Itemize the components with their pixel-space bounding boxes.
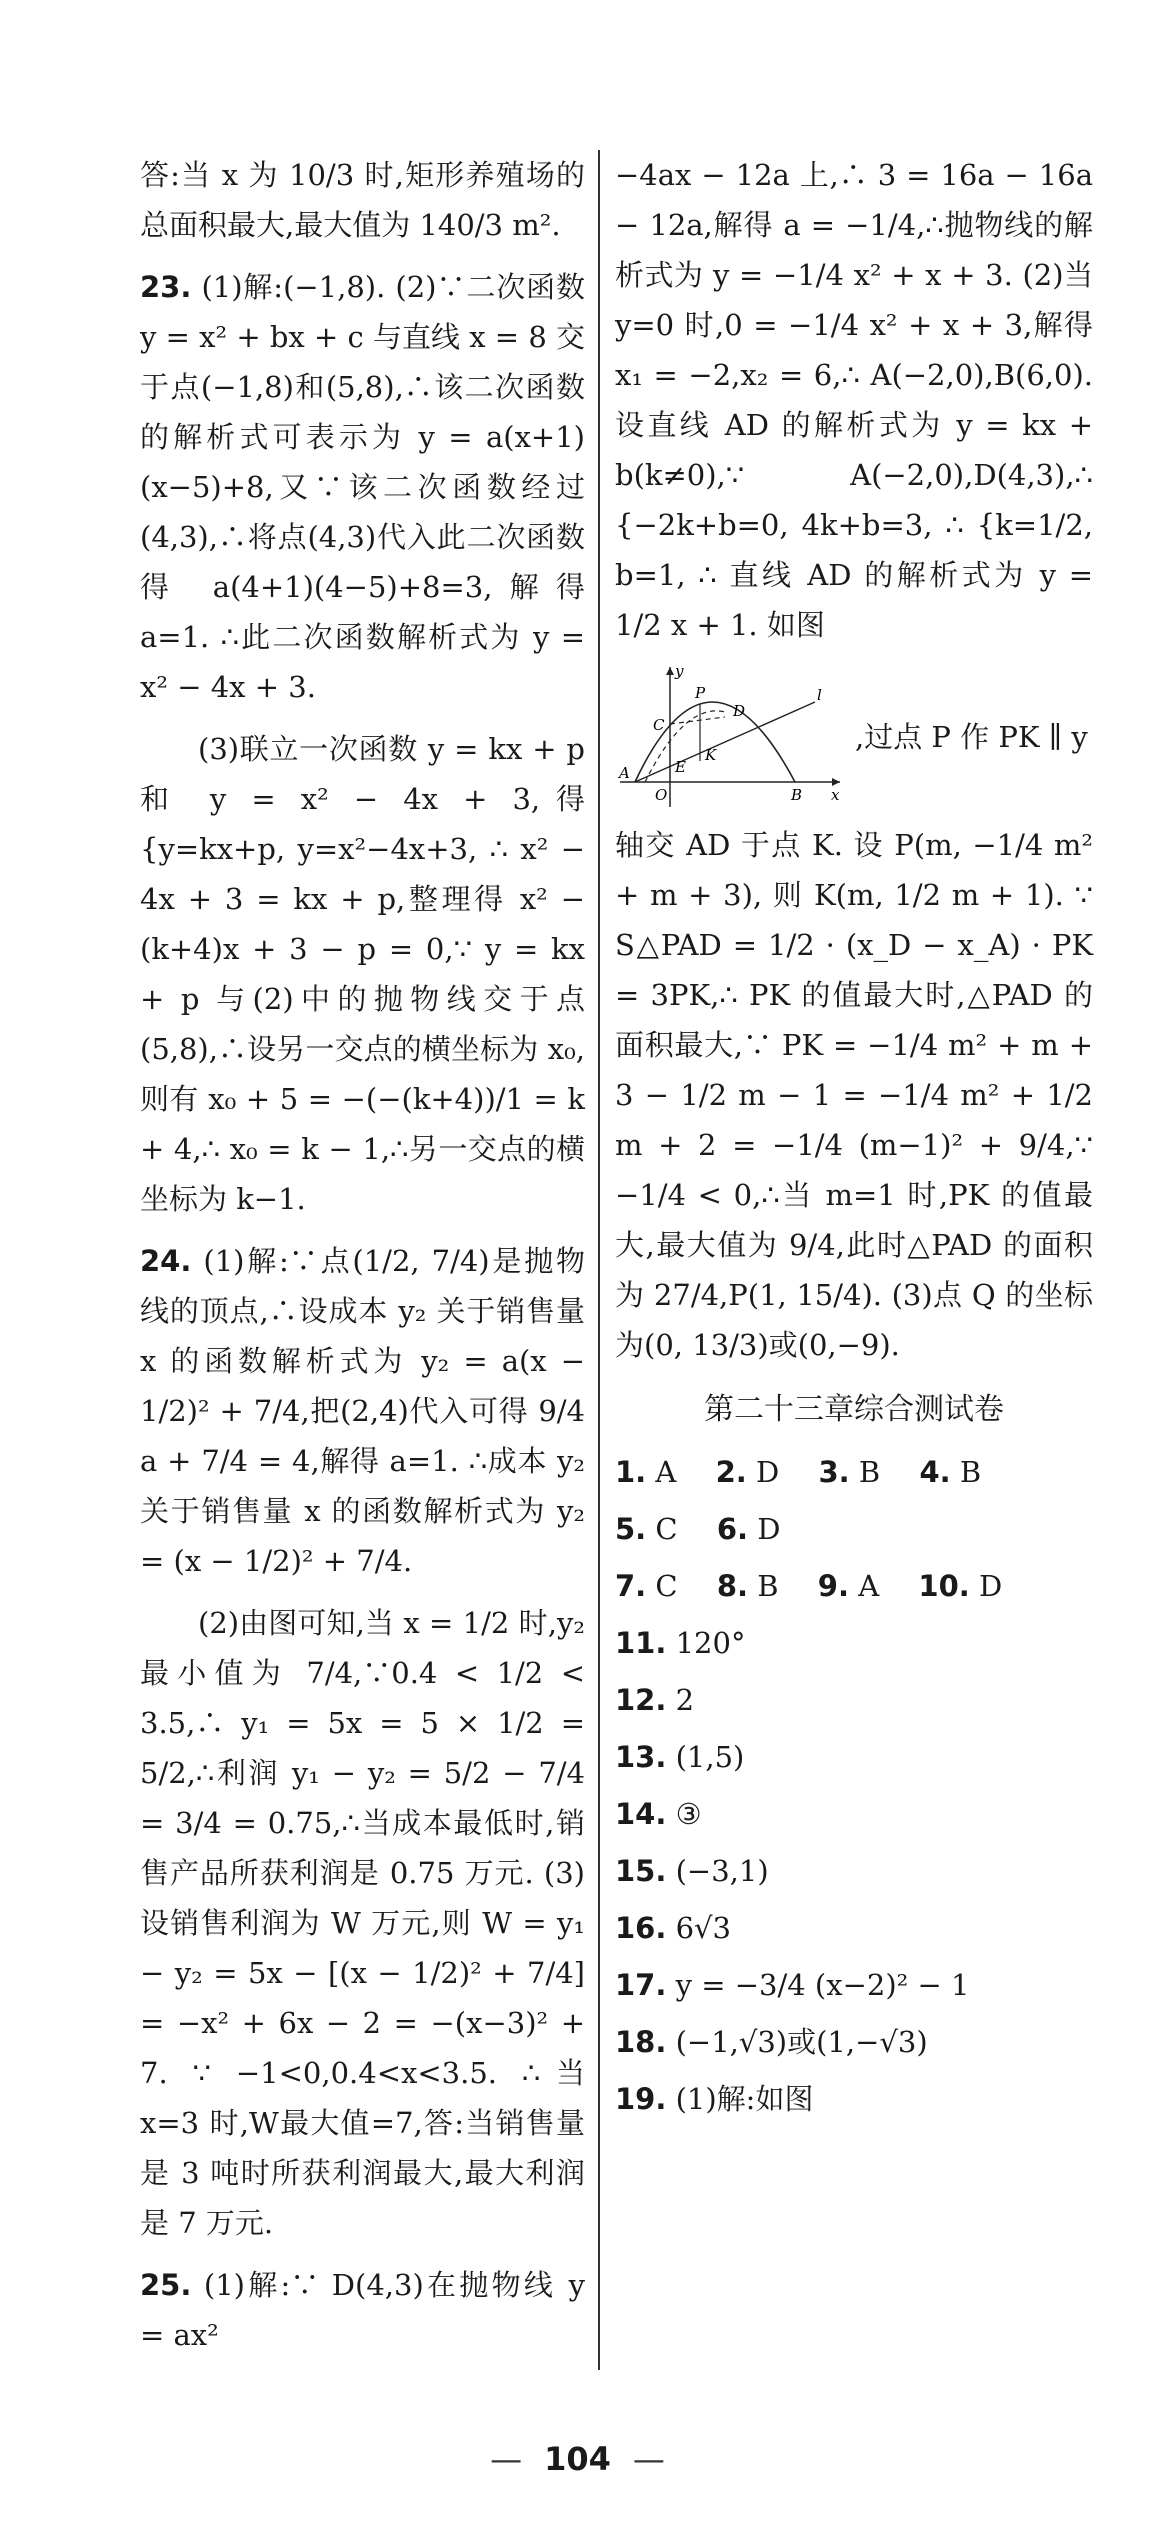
figure-label: l bbox=[817, 686, 822, 704]
figure-row bbox=[615, 662, 1093, 812]
mc-answer: 8. B bbox=[716, 1569, 779, 1603]
problem-25-part-1: (1)解:∵ D(4,3)在抛物线 y = ax² bbox=[140, 2268, 586, 2352]
figure-caption: ,过点 P 作 PK ∥ y bbox=[855, 720, 1088, 754]
mc-answer: 7. C bbox=[615, 1569, 678, 1603]
figure-label: y bbox=[675, 662, 684, 680]
mc-answer: 3. B bbox=[818, 1455, 881, 1489]
mc-answer: 2. D bbox=[715, 1455, 780, 1489]
fill-in-answers bbox=[615, 1615, 1093, 2128]
answer-22-conclusion: 答:当 x 为 10/3 时,矩形养殖场的总面积最大,最大值为 140/3 m². bbox=[140, 158, 585, 242]
problem-number: 24. bbox=[140, 1244, 192, 1278]
mc-answer: 1. A bbox=[615, 1455, 677, 1489]
figure-label: P bbox=[695, 684, 706, 702]
list-item: 11. 120° bbox=[615, 1626, 746, 1660]
figure-label: K bbox=[705, 746, 717, 764]
left-column bbox=[140, 150, 585, 2372]
list-item: 19. (1)解:如图 bbox=[615, 2082, 814, 2116]
list-item: 17. y = −3/4 (x−2)² − 1 bbox=[615, 1968, 970, 2002]
figure-label: B bbox=[791, 786, 803, 804]
problem-25 bbox=[140, 2260, 585, 2360]
multiple-choice-row-2 bbox=[615, 1558, 1093, 1615]
problem-number: 25. bbox=[140, 2268, 192, 2302]
problem-23-part-3: (3)联立一次函数 y = kx + p 和 y = x² − 4x + 3,得 {y=kx+p, y=x²−4x+3, ∴ x² − 4x + 3 = kx + p,整理得 x² − (k+4)x + 3 − p = 0,∵ y = kx + p 与(2)中的抛物线交于点(5,8),∴设另一交点的横坐标为 x₀,则有 x₀ + 5 = −(−(k+4))/1 = k + 4,∴ x₀ = k − 1,∴另一交点的横坐标为 k−1. bbox=[140, 732, 585, 1216]
figure-label: D bbox=[733, 702, 746, 720]
problem-24-part-2-3: (2)由图可知,当 x = 1/2 时,y₂ 最小值为 7/4,∵0.4 < 1/2 < 3.5,∴ y₁ = 5x = 5 × 1/2 = 5/2,∴利润 y₁ − y₂ = 5/2 − 7/4 = 3/4 = 0.75,∴当成本最低时,销售产品所获利润是 0.75 万元. (3)设销售利润为 W 万元,则 W = y₁ − y₂ = 5x − [(x − 1/2)² + 7/4] = −x² + 6x − 2 = −(x−3)² + 7. ∵ −1<0,0.4<x<3.5. ∴当 x=3 时,W最大值=7,答:当销售量是 3 吨时所获利润最大,最大利润是 7 万元. bbox=[140, 1606, 585, 2240]
column-divider bbox=[598, 150, 600, 2370]
list-item: 14. ③ bbox=[615, 1797, 702, 1831]
list-item: 13. (1,5) bbox=[615, 1740, 745, 1774]
problem-24-part-1: (1)解:∵点(1/2, 7/4)是抛物线的顶点,∴设成本 y₂ 关于销售量 x 的函数解析式为 y₂ = a(x − 1/2)² + 7/4,把(2,4)代入可得 9/4 a + 7/4 = 4,解得 a=1. ∴成本 y₂ 关于销售量 x 的函数解析式为 y₂ = (x − 1/2)² + 7/4. bbox=[140, 1244, 585, 1578]
mc-answer: 4. B bbox=[919, 1455, 982, 1489]
parabola-figure bbox=[615, 662, 845, 812]
problem-25-part-2-3: 轴交 AD 于点 K. 设 P(m, −1/4 m² + m + 3), 则 K(m, 1/2 m + 1). ∵ S△PAD = 1/2 · (x_D − x_A) · PK = 3PK,∴ PK 的值最大时,△PAD 的面积最大,∵ PK = −1/4 m² + m + 3 − 1/2 m − 1 = −1/4 m² + 1/2 m + 2 = −1/4 (m−1)² + 9/4,∵ −1/4 < 0,∴当 m=1 时,PK 的值最大,最大值为 9/4,此时△PAD 的面积为 27/4,P(1, 15/4). (3)点 Q 的坐标为(0, 13/3)或(0,−9). bbox=[615, 828, 1093, 1362]
figure-label: x bbox=[831, 786, 840, 804]
problem-24 bbox=[140, 1236, 585, 2248]
problem-23-part-1-2: (1)解:(−1,8). (2)∵二次函数 y = x² + bx + c 与直线 x = 8 交于点(−1,8)和(5,8),∴该二次函数的解析式可表示为 y = a(x+1)(x−5)+8,又∵该二次函数经过(4,3),∴将点(4,3)代入此二次函数得 a(4+1)(4−5)+8=3,解得 a=1. ∴此二次函数解析式为 y = x² − 4x + 3. bbox=[140, 270, 585, 704]
figure-label: A bbox=[619, 764, 630, 782]
problem-23 bbox=[140, 262, 585, 1224]
multiple-choice-row-1 bbox=[615, 1444, 1093, 1558]
mc-answer: 6. D bbox=[716, 1512, 781, 1546]
right-column bbox=[615, 150, 1093, 2128]
mc-answer: 9. A bbox=[817, 1569, 880, 1603]
list-item: 12. 2 bbox=[615, 1683, 695, 1717]
mc-answer: 10. D bbox=[918, 1569, 1003, 1603]
problem-number: 23. bbox=[140, 270, 192, 304]
problem-25-continuation: −4ax − 12a 上,∴ 3 = 16a − 16a − 12a,解得 a = −1/4,∴抛物线的解析式为 y = −1/4 x² + x + 3. (2)当 y=0 时,0 = −1/4 x² + x + 3,解得 x₁ = −2,x₂ = 6,∴ A(−2,0),B(6,0). 设直线 AD 的解析式为 y = kx + b(k≠0),∵ A(−2,0),D(4,3),∴ {−2k+b=0, 4k+b=3, ∴ {k=1/2, b=1, ∴ 直线 AD 的解析式为 y = 1/2 x + 1. 如图 bbox=[615, 158, 1093, 642]
figure-label: E bbox=[675, 758, 686, 776]
mc-answer: 5. C bbox=[615, 1512, 678, 1546]
list-item: 15. (−3,1) bbox=[615, 1854, 769, 1888]
figure-label: O bbox=[655, 786, 668, 804]
figure-label: C bbox=[653, 716, 665, 734]
section-title: 第二十三章综合测试卷 bbox=[704, 1392, 1004, 1427]
page-number: — 104 — bbox=[0, 2440, 1155, 2478]
list-item: 16. 6√3 bbox=[615, 1911, 731, 1945]
list-item: 18. (−1,√3)或(1,−√3) bbox=[615, 2025, 928, 2059]
